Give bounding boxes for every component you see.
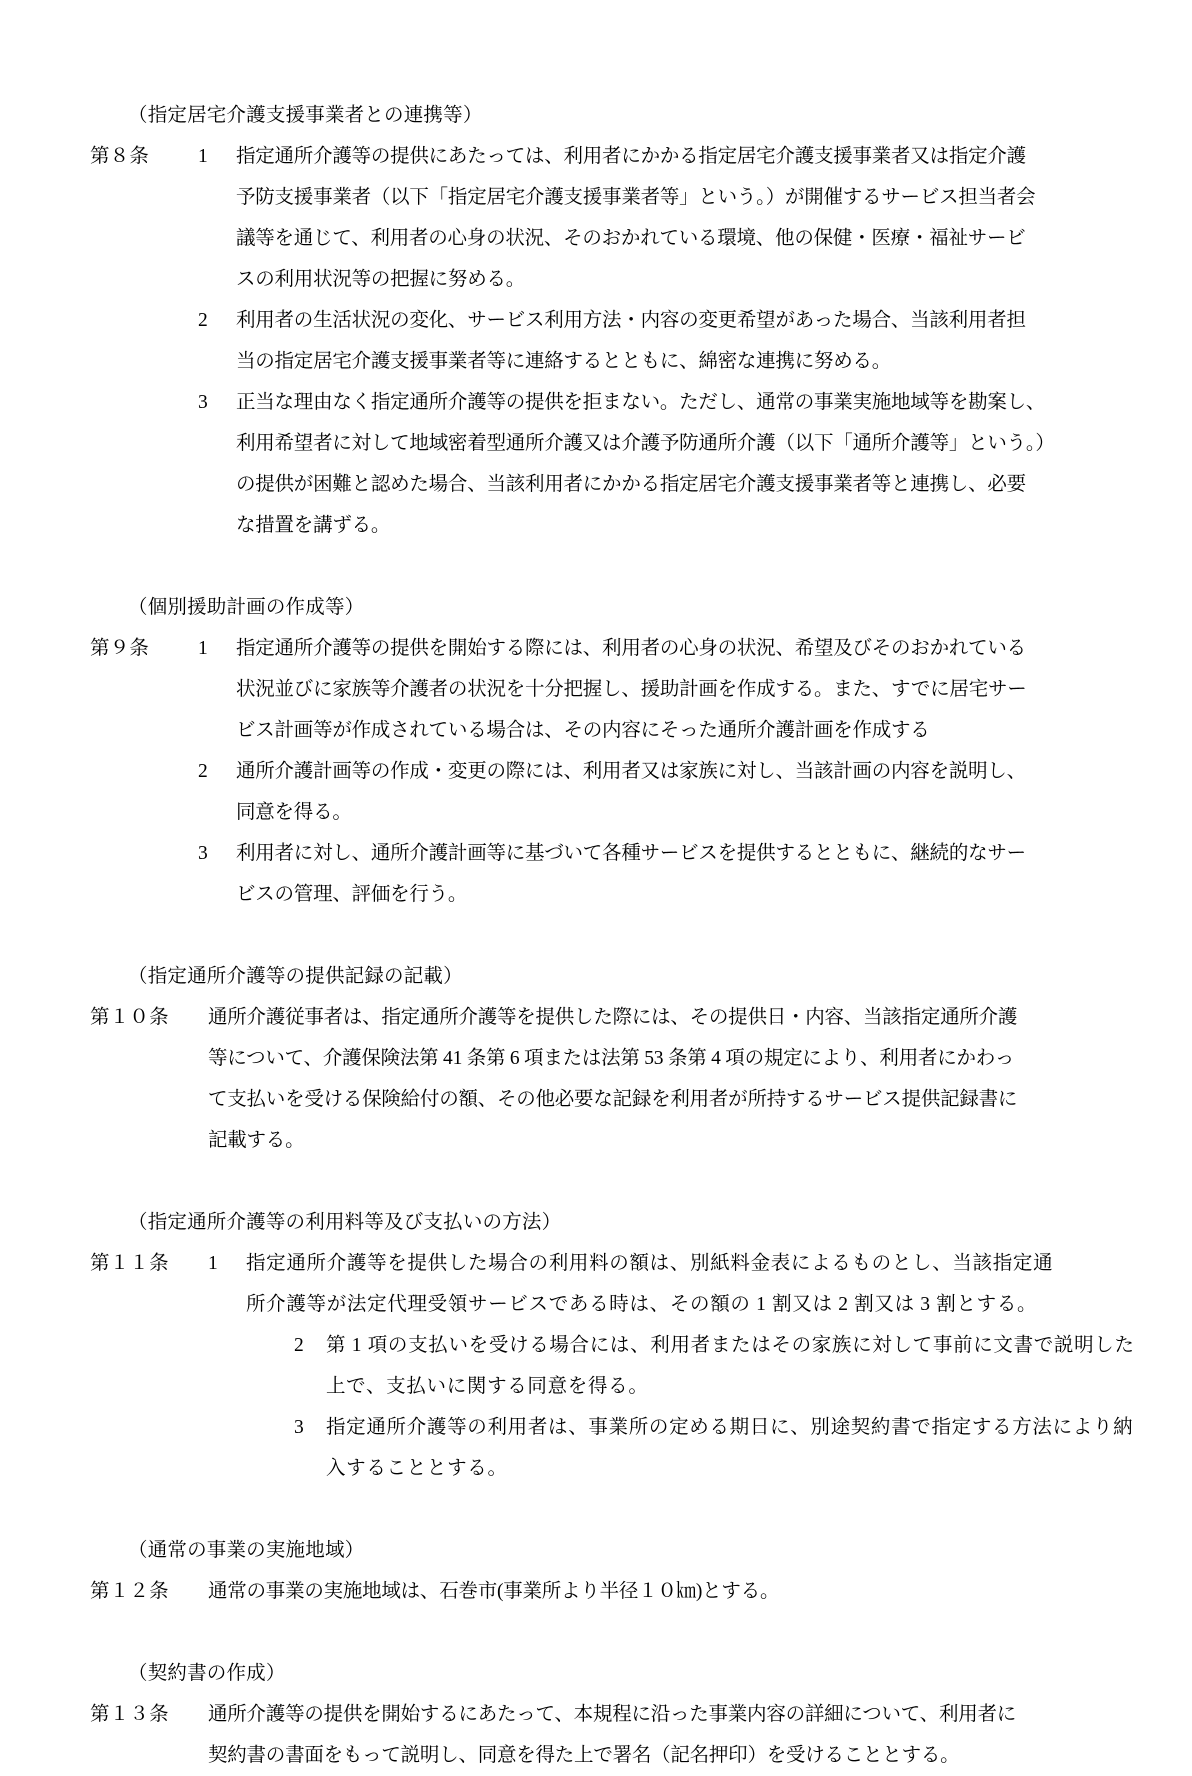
section-heading: （通常の事業の実施地域） (128, 1540, 365, 1561)
text-line: スの利用状況等の把握に努める。 (236, 269, 525, 290)
text-line: 第 1 項の支払いを受ける場合には、利用者またはその家族に対して事前に文書で説明した (326, 1335, 1135, 1356)
section-spacer (90, 546, 1092, 587)
article-section-8 (90, 95, 1092, 546)
article-section-13 (90, 1653, 1092, 1776)
text-line: 利用者の生活状況の変化、サービス利用方法・内容の変更希望があった場合、当該利用者担 (236, 310, 1026, 331)
item-number: 1 (198, 638, 208, 659)
text-line: 通常の事業の実施地域は、石巻市(事業所より半径１０㎞)とする。 (208, 1581, 780, 1602)
section-spacer (90, 1161, 1092, 1202)
list-item (208, 1325, 1135, 1407)
list-item (198, 833, 1092, 915)
item-text (236, 628, 1092, 751)
section-spacer (90, 915, 1092, 956)
text-line: 利用者に対し、通所介護計画等に基づいて各種サービスを提供するとともに、継続的なサー (236, 843, 1026, 864)
article-items (198, 628, 1092, 915)
list-item (208, 1407, 1135, 1489)
article-label: 第１２条 (90, 1581, 169, 1602)
item-text (246, 1243, 1135, 1325)
text-line: 指定通所介護等を提供した場合の利用料の額は、別紙料金表によるものとし、当該指定通 (246, 1253, 1054, 1274)
article-label: 第１０条 (90, 1007, 169, 1028)
item-text (326, 1407, 1135, 1489)
text-line: 上で、支払いに関する同意を得る。 (326, 1376, 649, 1397)
section-spacer (90, 1489, 1092, 1530)
item-text (236, 300, 1092, 382)
item-text (236, 751, 1092, 833)
text-line: 等について、介護保険法第 41 条第 6 項または法第 53 条第 4 項の規定により、利用者にかわっ (208, 1048, 1015, 1069)
article-section-11 (90, 1202, 1135, 1489)
article-row (90, 1694, 1092, 1776)
item-number: 1 (198, 146, 208, 167)
text-line: 利用希望者に対して地域密着型通所介護又は介護予防通所介護（以下「通所介護等」という。） (236, 433, 1055, 454)
document-body (90, 95, 1135, 1776)
text-line: 同意を得る。 (236, 802, 352, 823)
article-label: 第９条 (90, 638, 150, 659)
item-number: 3 (198, 843, 208, 864)
text-line: の提供が困難と認めた場合、当該利用者にかかる指定居宅介護支援事業者等と連携し、必要 (236, 474, 1026, 495)
text-line: 指定通所介護等の利用者は、事業所の定める期日に、別途契約書で指定する方法により納 (326, 1417, 1134, 1438)
item-text (208, 1694, 1092, 1776)
text-line: 記載する。 (208, 1130, 305, 1151)
text-line: ビス計画等が作成されている場合は、その内容にそった通所介護計画を作成する (236, 720, 930, 741)
item-text (236, 833, 1092, 915)
article-label: 第１１条 (90, 1253, 169, 1274)
item-text (208, 1571, 1092, 1612)
article-row (90, 136, 1092, 546)
item-number: 3 (294, 1417, 304, 1438)
article-label: 第１３条 (90, 1704, 169, 1725)
item-number: 2 (198, 310, 208, 331)
list-item (198, 382, 1092, 546)
text-line: 正当な理由なく指定通所介護等の提供を拒まない。ただし、通常の事業実施地域等を勘案し、 (236, 392, 1046, 413)
article-items (198, 136, 1092, 546)
text-line: ビスの管理、評価を行う。 (236, 884, 468, 905)
article-row (90, 628, 1092, 915)
article-section-10 (90, 956, 1092, 1161)
item-text (326, 1325, 1135, 1407)
item-number: 2 (294, 1335, 304, 1356)
list-item (208, 1243, 1135, 1325)
text-line: 通所介護従事者は、指定通所介護等を提供した際には、その提供日・内容、当該指定通所介護 (208, 1007, 1018, 1028)
item-number: 1 (208, 1253, 218, 1274)
article-section-12 (90, 1530, 1092, 1612)
article-row (90, 997, 1092, 1161)
text-line: 入することとする。 (326, 1458, 508, 1479)
text-line: 指定通所介護等の提供にあたっては、利用者にかかる指定居宅介護支援事業者又は指定介護 (236, 146, 1026, 167)
article-items (208, 1243, 1135, 1489)
text-line: 議等を通じて、利用者の心身の状況、そのおかれている環境、他の保健・医療・福祉サービ (236, 228, 1026, 249)
text-line: て支払いを受ける保険給付の額、その他必要な記録を利用者が所持するサービス提供記録書に (208, 1089, 1018, 1110)
list-item (198, 136, 1092, 300)
item-number: 3 (198, 392, 208, 413)
text-line: 指定通所介護等の提供を開始する際には、利用者の心身の状況、希望及びそのおかれている (236, 638, 1026, 659)
article-section-9 (90, 587, 1092, 915)
text-line: 通所介護計画等の作成・変更の際には、利用者又は家族に対し、当該計画の内容を説明し、 (236, 761, 1026, 782)
text-line: 通所介護等の提供を開始するにあたって、本規程に沿った事業内容の詳細について、利用者に (208, 1704, 1017, 1725)
section-heading: （契約書の作成） (128, 1663, 286, 1684)
section-heading: （指定通所介護等の提供記録の記載） (128, 966, 463, 987)
text-line: 契約書の書面をもって説明し、同意を得た上で署名（記名押印）を受けることとする。 (208, 1745, 960, 1766)
item-number: 2 (198, 761, 208, 782)
article-label: 第８条 (90, 146, 150, 167)
text-line: 当の指定居宅介護支援事業者等に連絡するとともに、綿密な連携に努める。 (236, 351, 892, 372)
list-item (198, 751, 1092, 833)
text-line: 所介護等が法定代理受領サービスである時は、その額の 1 割又は 2 割又は 3 割とする。 (246, 1294, 1038, 1315)
article-row (90, 1243, 1135, 1489)
section-heading: （個別援助計画の作成等） (128, 597, 365, 618)
text-line: 予防支援事業者（以下「指定居宅介護支援事業者等」という。）が開催するサービス担当者会 (236, 187, 1036, 208)
section-heading: （指定居宅介護支援事業者との連携等） (128, 105, 483, 126)
section-spacer (90, 1612, 1092, 1653)
item-text (236, 136, 1092, 300)
list-item (198, 300, 1092, 382)
item-text (208, 997, 1092, 1161)
text-line: 状況並びに家族等介護者の状況を十分把握し、援助計画を作成する。また、すでに居宅サー (236, 679, 1027, 700)
text-line: な措置を講ずる。 (236, 515, 391, 536)
article-row (90, 1571, 1092, 1612)
section-heading: （指定通所介護等の利用料等及び支払いの方法） (128, 1212, 562, 1233)
item-text (236, 382, 1092, 546)
list-item (198, 628, 1092, 751)
